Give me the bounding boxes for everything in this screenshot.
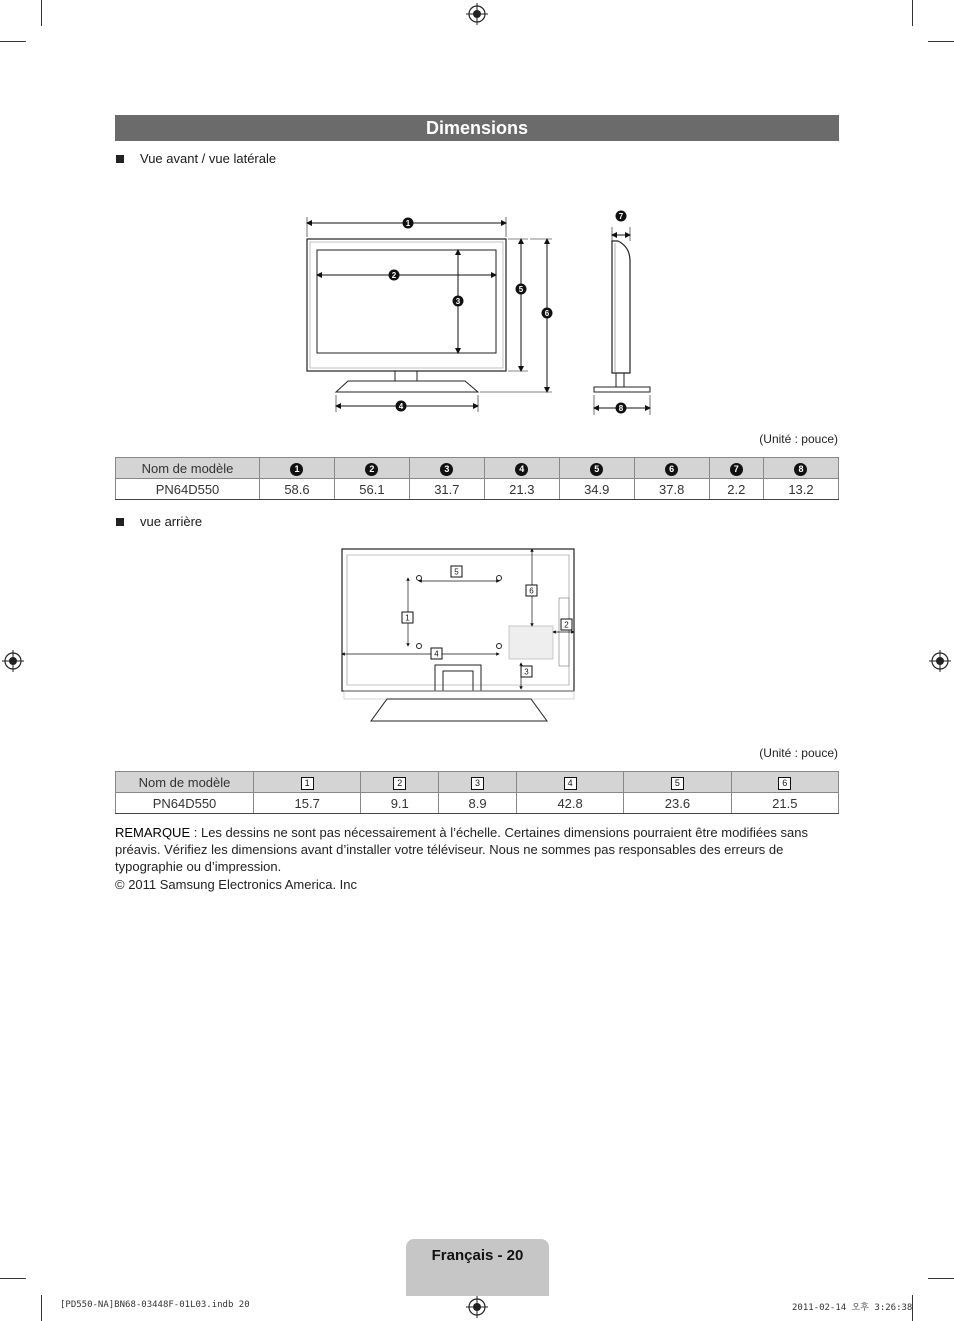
rear-dimensions-table — [115, 771, 839, 814]
column-header: 4 — [484, 458, 559, 479]
registration-mark-icon — [466, 3, 488, 25]
column-header: 1 — [260, 458, 335, 479]
page-number-tab — [406, 1239, 549, 1296]
value-cell: 34.9 — [559, 479, 634, 500]
crop-mark — [928, 1278, 954, 1279]
svg-text:7: 7 — [618, 212, 624, 221]
note-paragraph — [115, 824, 839, 875]
table-header-row — [116, 772, 839, 793]
crop-mark — [41, 1295, 42, 1321]
value-cell: 42.8 — [516, 793, 623, 814]
note-text: : Les dessins ne sont pas nécessairement à l’échelle. Certaines dimensions pourraient être modifiées sans préavis. Vérifiez les dimensions avant d’installer votre téléviseur. Nous ne sommes pas responsables des erreurs de typographie ou d’impression. — [115, 825, 808, 874]
bullet-square-icon — [116, 518, 124, 526]
section-heading-text: Vue avant / vue latérale — [140, 151, 277, 166]
value-cell: 31.7 — [409, 479, 484, 500]
footer-date: 2011-02-14 오후 3:26:38 — [792, 1303, 913, 1313]
svg-text:6: 6 — [529, 586, 534, 596]
column-header: 2 — [361, 772, 439, 793]
value-cell: 9.1 — [361, 793, 439, 814]
value-cell: 58.6 — [260, 479, 335, 500]
model-name-header: Nom de modèle — [116, 458, 260, 479]
column-header: 2 — [334, 458, 409, 479]
column-header: 4 — [516, 772, 623, 793]
table-header-row — [116, 458, 839, 479]
model-name-cell: PN64D550 — [116, 479, 260, 500]
registration-mark-icon — [929, 650, 951, 672]
crop-mark — [0, 41, 26, 42]
crop-mark — [928, 41, 954, 42]
table-row — [116, 479, 839, 500]
value-cell: 56.1 — [334, 479, 409, 500]
footer-file-info: [PD550-NA]BN68-03448F-01L03.indb 20 — [60, 1300, 250, 1310]
column-header: 6 — [634, 458, 709, 479]
column-header: 3 — [409, 458, 484, 479]
value-cell: 13.2 — [763, 479, 838, 500]
crop-mark — [0, 1278, 26, 1279]
svg-text:6: 6 — [544, 309, 550, 318]
svg-text:5: 5 — [518, 285, 524, 294]
svg-text:1: 1 — [405, 219, 411, 228]
front-side-dimensions-table — [115, 457, 839, 500]
value-cell: 21.3 — [484, 479, 559, 500]
column-header: 7 — [709, 458, 763, 479]
svg-text:4: 4 — [434, 649, 439, 659]
note-label: REMARQUE — [115, 825, 191, 840]
value-cell: 21.5 — [731, 793, 838, 814]
unit-label: (Unité : pouce) — [759, 432, 838, 446]
model-name-header: Nom de modèle — [116, 772, 254, 793]
value-cell: 37.8 — [634, 479, 709, 500]
svg-text:1: 1 — [405, 613, 410, 623]
registration-mark-icon — [466, 1296, 488, 1318]
svg-text:3: 3 — [455, 297, 461, 306]
column-header: 3 — [439, 772, 517, 793]
model-name-cell: PN64D550 — [116, 793, 254, 814]
copyright-text: © 2011 Samsung Electronics America. Inc — [115, 877, 358, 892]
bullet-square-icon — [116, 155, 124, 163]
registration-mark-icon — [2, 650, 24, 672]
column-header: 5 — [624, 772, 731, 793]
svg-text:5: 5 — [454, 567, 459, 577]
unit-label: (Unité : pouce) — [759, 746, 838, 760]
column-header: 6 — [731, 772, 838, 793]
column-header: 1 — [254, 772, 361, 793]
crop-mark — [912, 0, 913, 26]
svg-text:2: 2 — [391, 271, 397, 280]
page-number: Français - 20 — [431, 1247, 524, 1264]
column-header: 8 — [763, 458, 838, 479]
value-cell: 23.6 — [624, 793, 731, 814]
value-cell: 15.7 — [254, 793, 361, 814]
section-heading-front-side — [116, 151, 276, 166]
crop-mark — [41, 0, 42, 26]
page-title: Dimensions — [115, 115, 839, 141]
section-heading-text: vue arrière — [140, 514, 203, 529]
value-cell: 8.9 — [439, 793, 517, 814]
section-heading-rear — [116, 514, 202, 529]
rear-view-diagram — [335, 543, 585, 725]
value-cell: 2.2 — [709, 479, 763, 500]
svg-text:3: 3 — [524, 667, 529, 677]
front-side-diagram — [290, 205, 670, 420]
column-header: 5 — [559, 458, 634, 479]
svg-text:8: 8 — [618, 404, 624, 413]
svg-text:4: 4 — [398, 402, 404, 411]
table-row — [116, 793, 839, 814]
svg-text:2: 2 — [564, 620, 569, 630]
